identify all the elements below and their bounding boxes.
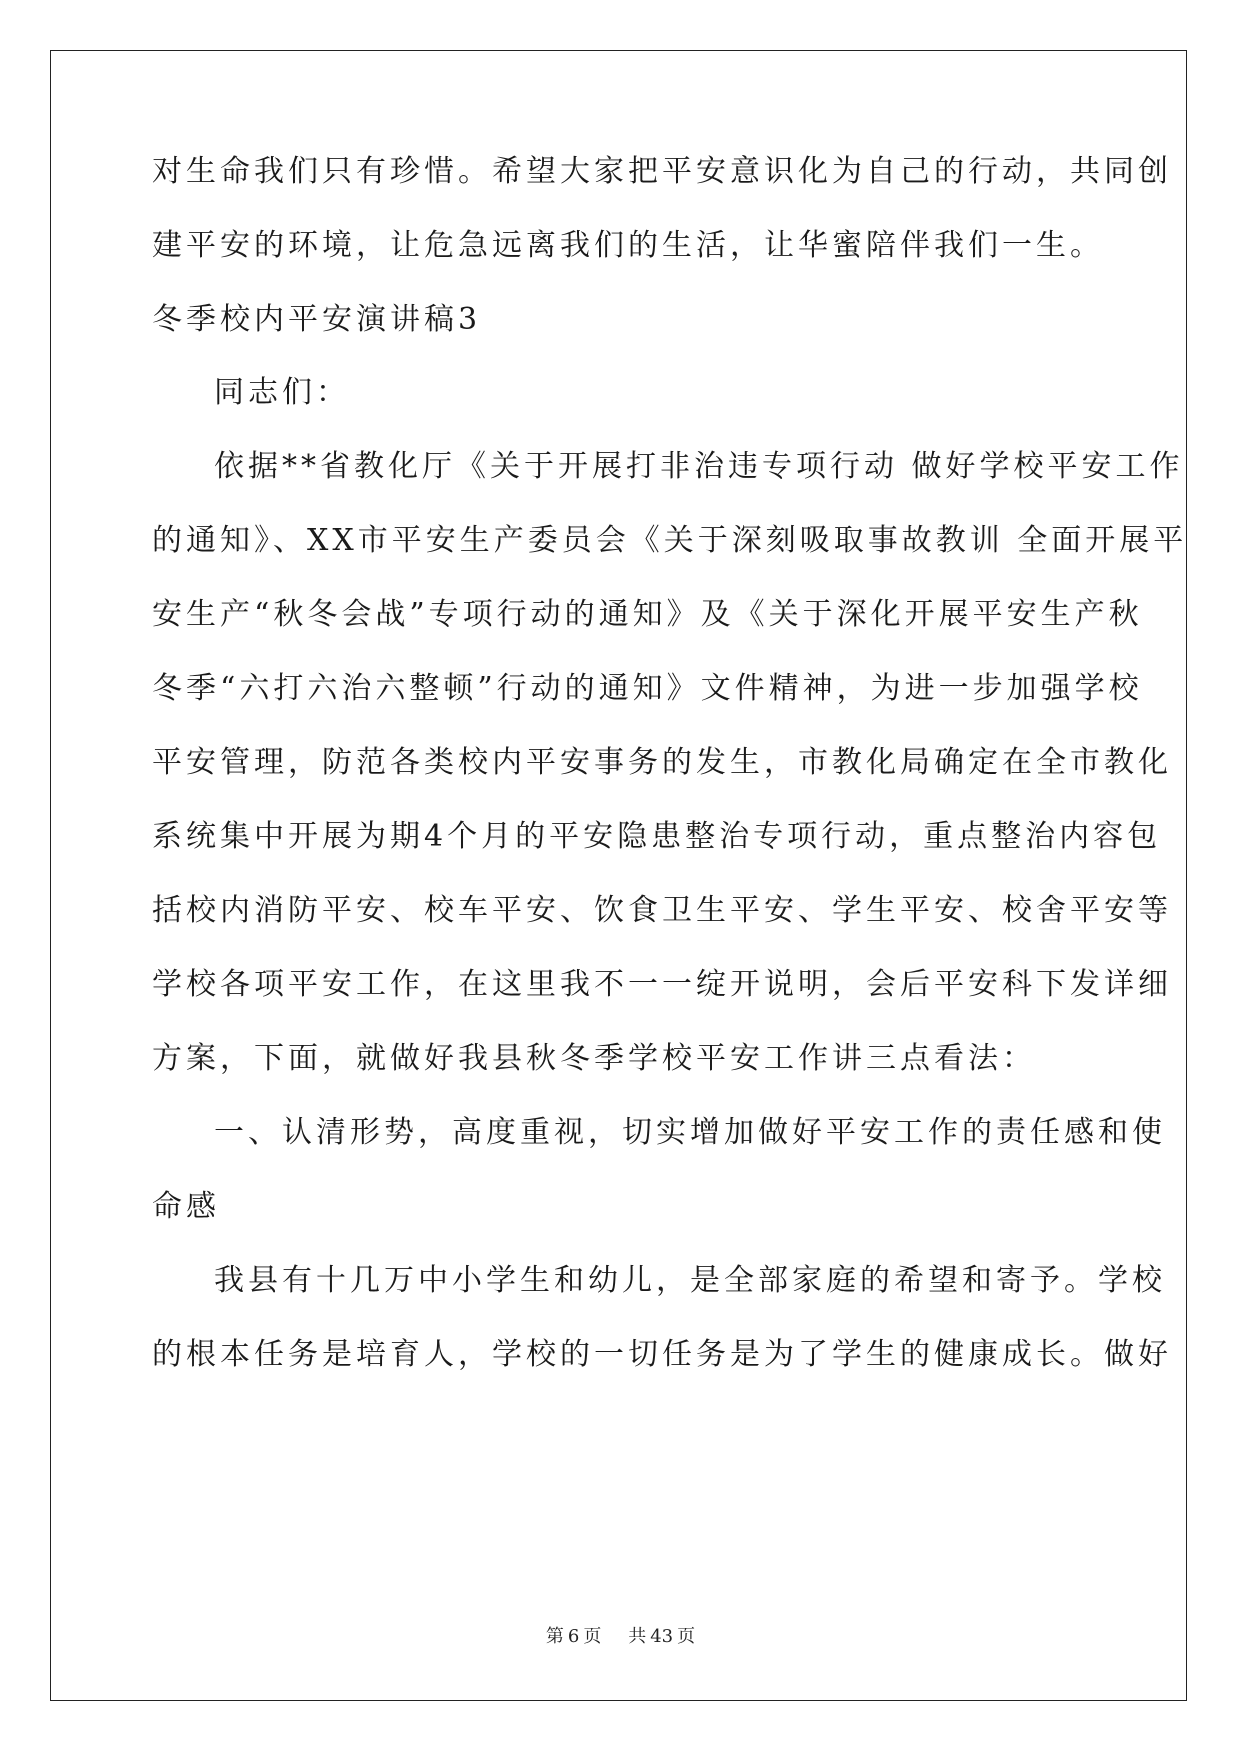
text-line: 系统集中开展为期4个月的平安隐患整治专项行动，重点整治内容包 bbox=[152, 819, 1162, 854]
page-number: 6 bbox=[567, 1626, 580, 1647]
text-line: 安生产“秋冬会战”专项行动的通知》及《关于深化开展平安生产秋 bbox=[152, 597, 1143, 632]
salutation: 同志们： bbox=[214, 375, 350, 410]
text-line: 的根本任务是培育人，学校的一切任务是为了学生的健康成长。做好 bbox=[152, 1337, 1172, 1372]
text-line: 括校内消防平安、校车平安、饮食卫生平安、学生平安、校舍平安等 bbox=[152, 893, 1172, 928]
text-line: 建平安的环境，让危急远离我们的生活，让华蜜陪伴我们一生。 bbox=[152, 228, 1104, 263]
text-line: 命感 bbox=[152, 1189, 220, 1224]
text-line: 对生命我们只有珍惜。希望大家把平安意识化为自己的行动，共同创 bbox=[152, 154, 1172, 189]
page-footer bbox=[0, 1625, 1241, 1649]
total-prefix: 共 bbox=[628, 1626, 647, 1647]
text-line: 我县有十几万中小学生和幼儿，是全部家庭的希望和寄予。学校 bbox=[214, 1263, 1166, 1298]
section-heading: 冬季校内平安演讲稿3 bbox=[152, 302, 482, 337]
text-line: 学校各项平安工作，在这里我不一一绽开说明，会后平安科下发详细 bbox=[152, 967, 1172, 1002]
total-suffix: 页 bbox=[677, 1626, 696, 1647]
page-border bbox=[50, 50, 1187, 1701]
text-line: 依据**省教化厅《关于开展打非治违专项行动 做好学校平安工作 bbox=[214, 449, 1184, 484]
page-label-prefix: 第 bbox=[545, 1626, 564, 1647]
text-line: 冬季“六打六治六整顿”行动的通知》文件精神，为进一步加强学校 bbox=[152, 671, 1143, 706]
text-line: 一、认清形势，高度重视，切实增加做好平安工作的责任感和使 bbox=[214, 1115, 1166, 1150]
text-line: 平安管理，防范各类校内平安事务的发生，市教化局确定在全市教化 bbox=[152, 745, 1172, 780]
text-line: 的通知》、XX市平安生产委员会《关于深刻吸取事故教训 全面开展平 bbox=[152, 523, 1188, 558]
text-line: 方案，下面，就做好我县秋冬季学校平安工作讲三点看法： bbox=[152, 1041, 1036, 1076]
page-label-mid: 页 bbox=[583, 1626, 602, 1647]
page-total: 43 bbox=[650, 1626, 674, 1647]
